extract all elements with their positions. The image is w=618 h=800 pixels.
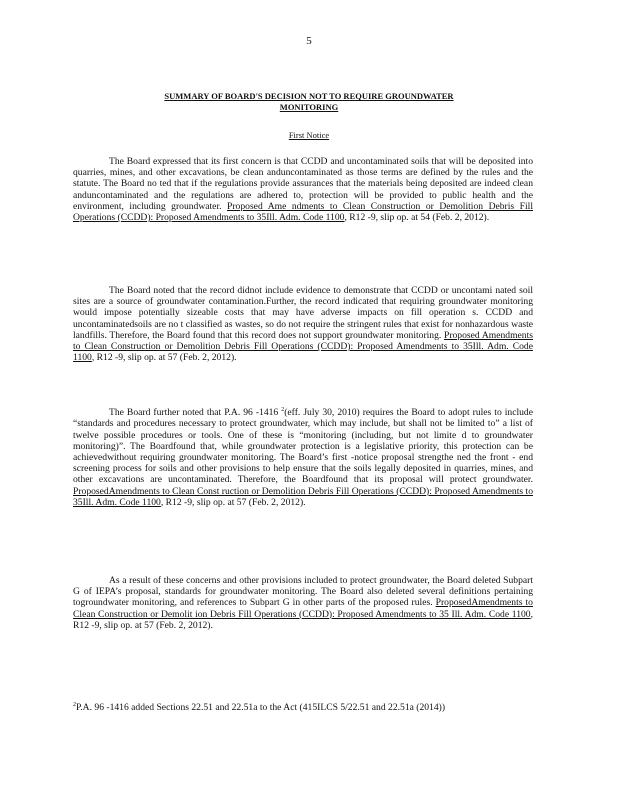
citation-tail: , R12 -9, slip op. at 57 (Feb. 2, 2012). bbox=[160, 496, 306, 508]
paragraph-text-lead: The Board further noted that P.A. 96 -1416 bbox=[109, 407, 282, 419]
paragraph-3 bbox=[73, 405, 533, 508]
footnote bbox=[73, 700, 533, 714]
paragraph-text: As a result of these concerns and other provisions included to protect groundwater, the Board deleted Subpart G of IEPA’s proposal, standards for groundwater monitoring. The Board also deleted several definitions pertaining togroundwater monitoring, and references to Subpart G in other parts of the proposed rules. bbox=[73, 575, 533, 609]
section-heading-line-1: SUMMARY OF BOARD'S DECISION NOT TO REQUIRE GROUNDWATER bbox=[164, 91, 454, 101]
citation-link: ProposedAmendments to Clean Const ruction or Demolition Debris Fill Operations (CCDD): Proposed Amendments to 35Ill. Adm. Code 1100 bbox=[73, 485, 533, 508]
paragraph-text: The Board noted that the record didnot include evidence to demonstrate that CCDD or uncontami nated soil sites are a source of groundwater contamination.Further, the record indicated that requiring groundwater monitoring would impose potentially sizeable costs that may have adverse impacts on fill operation s. CCDD and uncontaminatedsoils are no t classified as wastes, so do not require the stringent rules that exist for nonhazardous waste landfills. Therefore, the Board found that this record does not support groundwater monitoring. bbox=[73, 285, 533, 341]
citation-link: ProposedAmendments to Clean Construction or Demolit ion Debris Fill Operations (CCDD): Proposed Amendments to 35 Ill. Adm. Code 1100 bbox=[73, 597, 533, 620]
citation-link: Proposed Amendments to Clean Construction or Demolition Debris Fill Operations (CCDD): Proposed Amendments to 35Ill. Adm. Code 1100 bbox=[73, 329, 533, 364]
footnote-reference: 2 bbox=[281, 407, 285, 413]
footnote-marker: 2 bbox=[73, 702, 76, 708]
citation-tail: , R12 -9, slip op. at 54 (Feb. 2, 2012). bbox=[344, 212, 490, 224]
paragraph-text: (eff. July 30, 2010) requires the Board to adopt rules to include “standards and procedures necessary to protect groundwater, which may include, but shall not be limited to” a list of twelve possible procedures or tools. One of these is “monitoring (including, but not limite d to groundwater monitoring)”. The Boardfound that, while groundwater protection is a legislative priority, this protection can be achievedwithout requiring groundwater monitoring. The Board’s first -notice proposal strengthe ned the front - end screening process for soils and other provisions to help ensure that the soils legally deposited in quarries, mines, and other excavations are uncontaminated. Therefore, the Boardfound that its proposal will protect groundwater. bbox=[73, 407, 533, 486]
subheading: First Notice bbox=[288, 130, 330, 140]
paragraph-text: The Board expressed that its first concern is that CCDD and uncontaminated soils that will be deposited into quarries, mines, and other excavations, be clean anduncontaminated as those terms are defined by the rules and the statute. The Board no ted that if the regulations provide assurances that the materials being deposited are indeed clean anduncontaminated and the regulations are adhered to, protection will be provided to public health and the environment, including groundwater. bbox=[73, 156, 533, 212]
paragraph-2 bbox=[73, 285, 533, 363]
footnote-text: P.A. 96 -1416 added Sections 22.51 and 22.51a to the Act (415ILCS 5/22.51 and 22.51a (2014)) bbox=[76, 702, 446, 714]
page-number: 5 bbox=[306, 35, 312, 47]
citation-tail: , R12 -9, slip op. at 57 (Feb. 2, 2012). bbox=[73, 608, 533, 631]
citation-tail: , R12 -9, slip op. at 57 (Feb. 2, 2012). bbox=[91, 352, 237, 364]
citation-link: Proposed Ame ndments to Clean Construction or Demolition Debris Fill Operations (CCDD): Proposed Amendments to 35Ill. Adm. Code 1100 bbox=[73, 200, 533, 224]
section-heading bbox=[100, 91, 518, 113]
paragraph-4 bbox=[73, 575, 533, 631]
section-heading-line-2: MONITORING bbox=[279, 102, 339, 112]
paragraph-1 bbox=[73, 156, 533, 223]
